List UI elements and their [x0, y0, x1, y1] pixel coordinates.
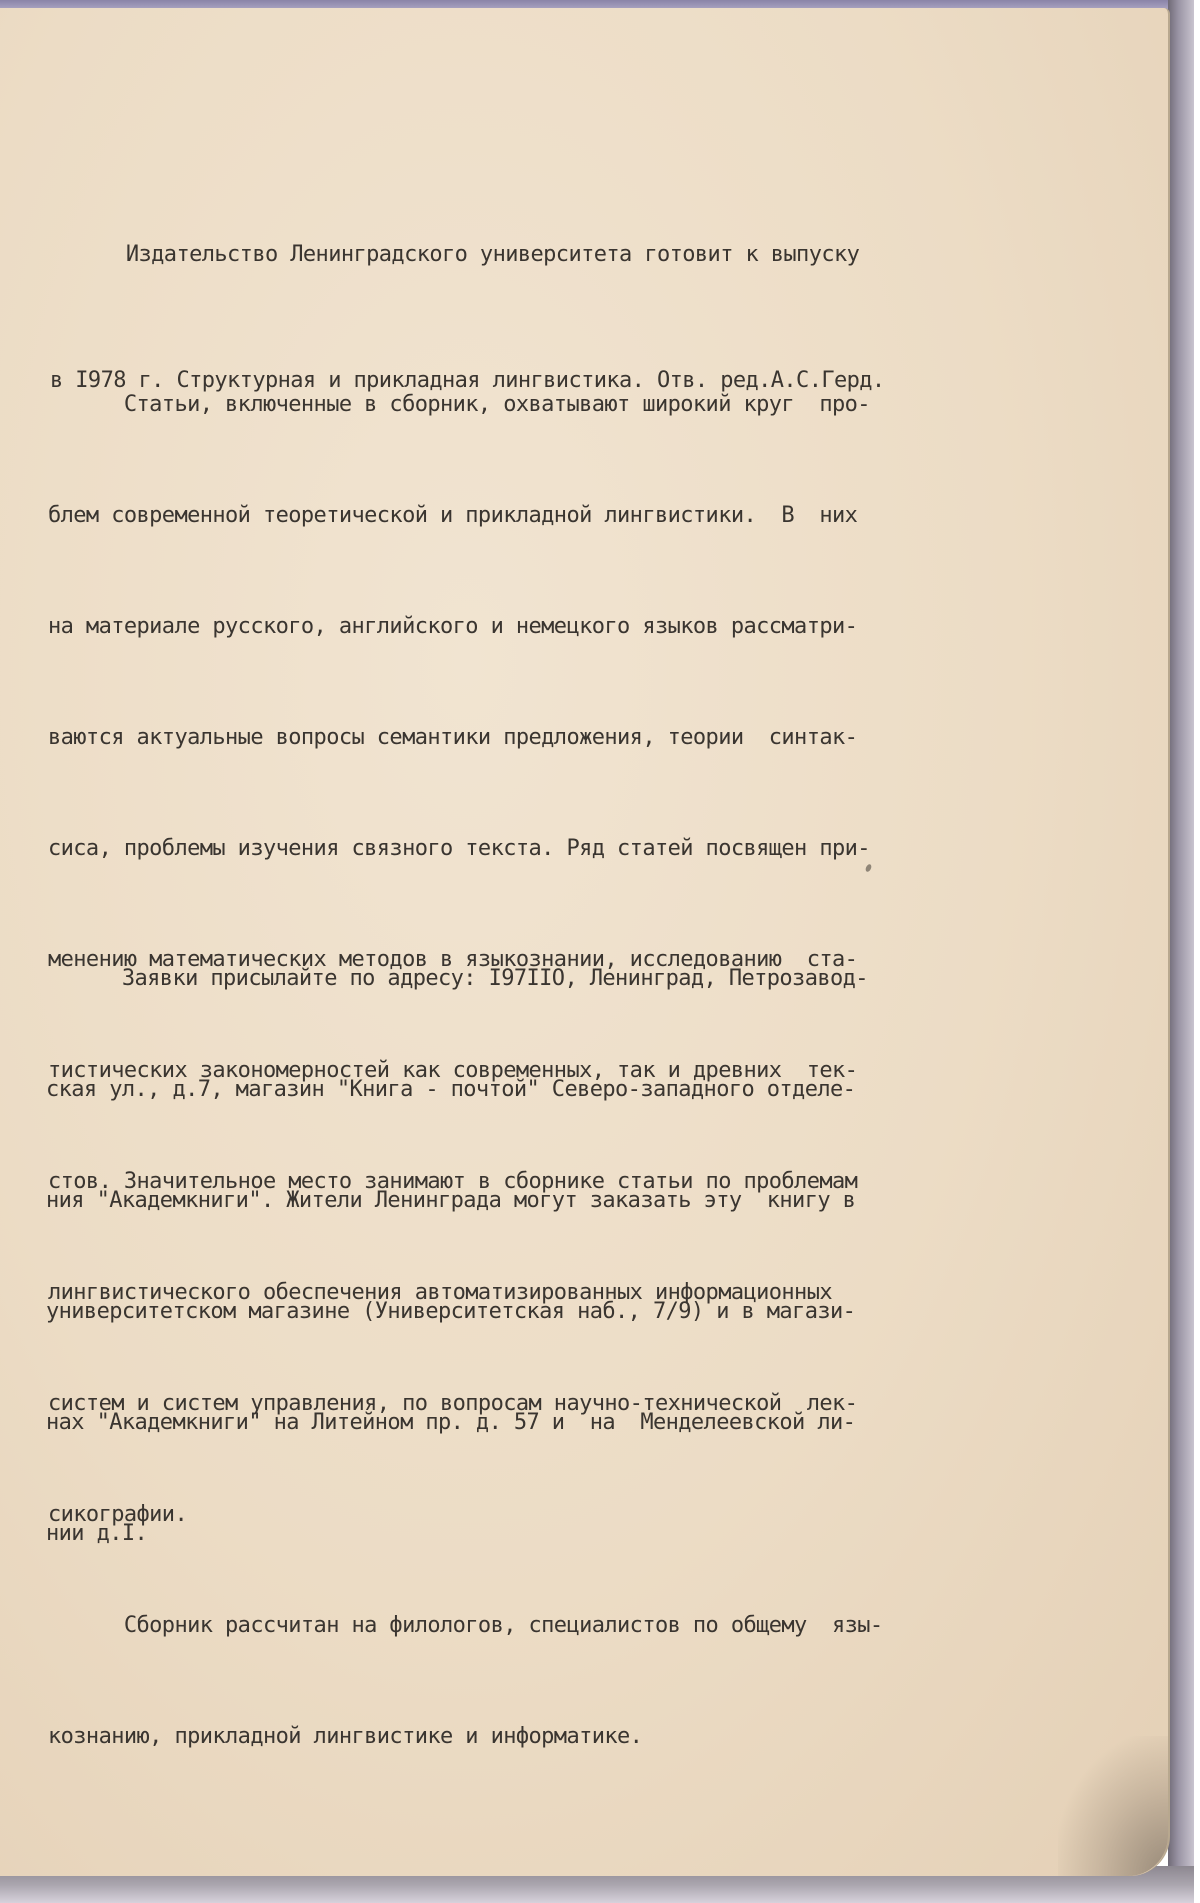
announcement-line: в I978 г. Структурная и прикладная лингвистика. Отв. ред.А.С.Герд.	[50, 368, 885, 393]
description-line: Сборник рассчитан на филологов, специалистов по общему язы-	[48, 1613, 883, 1638]
page-corner-shadow	[1058, 1736, 1168, 1876]
description-line: систем и систем управления, по вопросам научно-технической лек-	[48, 1391, 858, 1416]
orders-line: нии д.I.	[46, 1521, 148, 1546]
orders-line: ния "Академкниги". Жители Ленинграда могут заказать эту книгу в	[46, 1188, 856, 1213]
description-line: блем современной теоретической и прикладной лингвистики. В них	[48, 503, 858, 528]
description-line: Статьи, включенные в сборник, охватывают широкий круг про-	[48, 392, 870, 417]
description-line: стов. Значительное место занимают в сборнике статьи по проблемам	[48, 1169, 858, 1194]
orders-line: Заявки присылайте по адресу: I97IIO, Ленинград, Петрозавод-	[46, 966, 868, 991]
orders-line: ская ул., д.7, магазин "Книга - почтой" Северо-западного отделе-	[46, 1077, 856, 1102]
description-line: менению математических методов в языкознании, исследованию ста-	[48, 947, 858, 972]
description-line: сикографии.	[48, 1502, 188, 1527]
description-line: тистических закономерностей как современных, так и древних тек-	[48, 1058, 858, 1083]
description-line: сиса, проблемы изучения связного текста. Ряд статей посвящен при-	[48, 836, 870, 861]
description-line: кознанию, прикладной лингвистике и информатике.	[48, 1724, 643, 1749]
description-line: лингвистического обеспечения автоматизированных информационных	[48, 1280, 832, 1305]
description-line: ваются актуальные вопросы семантики предложения, теории синтак-	[48, 725, 858, 750]
announcement-line: Издательство Ленинградского университета готовит к выпуску	[50, 242, 860, 267]
description-line: на материале русского, английского и немецкого языков рассматри-	[48, 614, 858, 639]
order-instructions	[46, 886, 868, 1626]
scan-right-edge	[1168, 0, 1194, 1903]
orders-line: нах "Академкниги" на Литейном пр. д. 57 и на Менделеевской ли-	[46, 1410, 856, 1435]
orders-line: университетском магазине (Университетская наб., 7/9) и в магази-	[46, 1299, 856, 1324]
